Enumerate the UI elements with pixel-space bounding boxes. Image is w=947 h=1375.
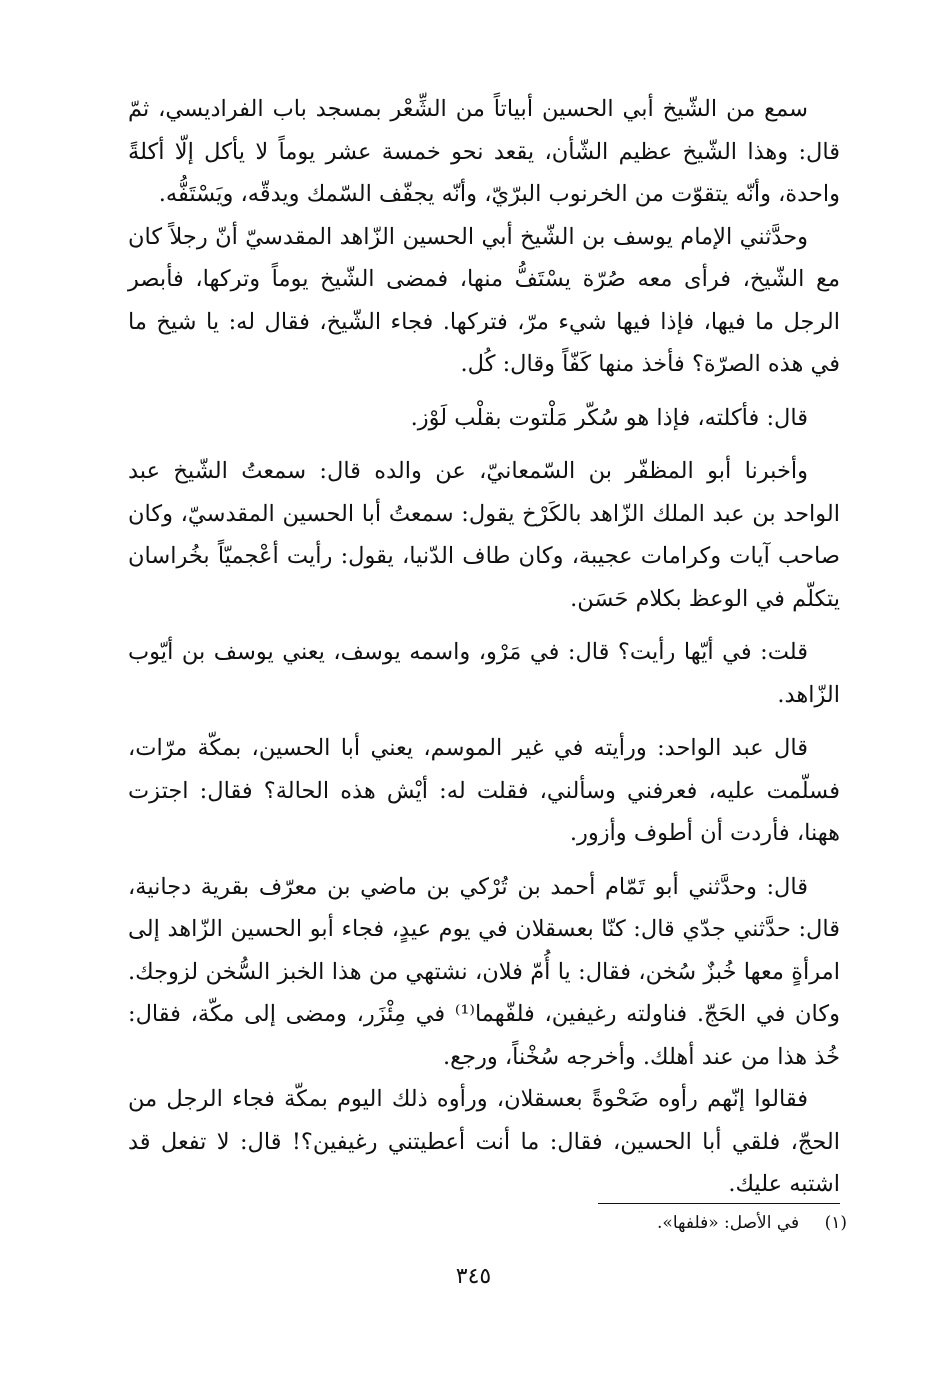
paragraph-2: وحدَّثني الإمام يوسف بن الشّيخ أبي الحسين الزّاهد المقدسيّ أنّ رجلاً كان مع الشّيخ، فرأى معه صُرّة يسْتَفُّ منها، فمضى الشّيخ يوماً وتركها، فأبصر الرجل ما فيها، فإذا فيها شيء مرّ، فتركها. فجاء الشّيخ، فقال له: يا شيخ ما في هذه الصرّة؟ فأخذ منها كَفّاً وقال: كُل.	[128, 223, 840, 377]
footnote-text: في الأصل: «فلفها».	[657, 1213, 800, 1233]
paragraph-1: سمع من الشّيخ أبي الحسين أبياتاً من الشِّعْر بمسجد باب الفراديسي، ثمّ قال: وهذا الشّيخ عظيم الشّأن، يقعد نحو خمسة عشر يوماً لا يأكل إلّا أكلةً واحدة، وأنّه يتقوّت من الخرنوب البرّيّ، وأنّه يجفّف السّمك ويدقّه، ويَسْتَفُّه.	[128, 96, 840, 207]
paragraph-4: وأخبرنا أبو المظفّر بن السّمعانيّ، عن والده قال: سمعتُ الشّيخ عبد الواحد بن عبد الملك الزّاهد بالكَرْخ يقول: سمعتُ أبا الحسين المقدسيّ، وكان صاحب آيات وكرامات عجيبة، وكان طاف الدّنيا، يقول: رأيت أعْجميّاً بخُراسان يتكلّم في الوعظ بكلام حَسَن.	[128, 458, 840, 612]
footnote-divider	[598, 1203, 840, 1204]
paragraph-3: قال: فأكلته، فإذا هو سُكّر مَلْتوت بقلْب لَوْز.	[410, 404, 808, 431]
paragraph-7: قال: وحدَّثني أبو تَمّام أحمد بن تُرْكي بن ماضي بن معرّف بقرية دجانية، قال: حدَّثني جدّي قال: كنّا بعسقلان في يوم عيدٍ، فجاء أبو الحسين الزّاهد إلى امرأةٍ معها خُبزٌ سُخن، فقال: يا أُمّ فلان، نشتهي من هذا الخبز السُّخن لزوجك. وكان في الحَجّ. فناولته رغيفين، فلفّهما⁽¹⁾ في مِئْزَر، ومضى إلى مكّة، فقال: خُذ هذا من عند أهلك. وأخرجه سُخْناً، ورجع.	[128, 873, 840, 1070]
paragraph-8: فقالوا إنّهم رأوه ضَحْوةً بعسقلان، ورأوه ذلك اليوم بمكّة فجاء الرجل من الحجّ، فلقي أبا الحسين، فقال: ما أنت أعطيتني رغيفين؟! قال: لا تفعل قد اشتبه عليك.	[128, 1086, 840, 1197]
main-text	[128, 88, 840, 1206]
footnote-number: (١)	[824, 1213, 847, 1233]
paragraph-6: قال عبد الواحد: ورأيته في غير الموسم، يعني أبا الحسين، بمكّة مرّات، فسلّمت عليه، فعرفني وسألني، فقلت له: أيْش هذه الحالة؟ فقال: اجتزت ههنا، فأردت أن أطوف وأزور.	[128, 735, 840, 846]
footnote	[547, 1210, 847, 1236]
page-number: ٣٤٥	[455, 1264, 492, 1289]
paragraph-5: قلت: في أيّها رأيت؟ قال: في مَرْو، واسمه يوسف، يعني يوسف بن أيّوب الزّاهد.	[128, 639, 840, 708]
